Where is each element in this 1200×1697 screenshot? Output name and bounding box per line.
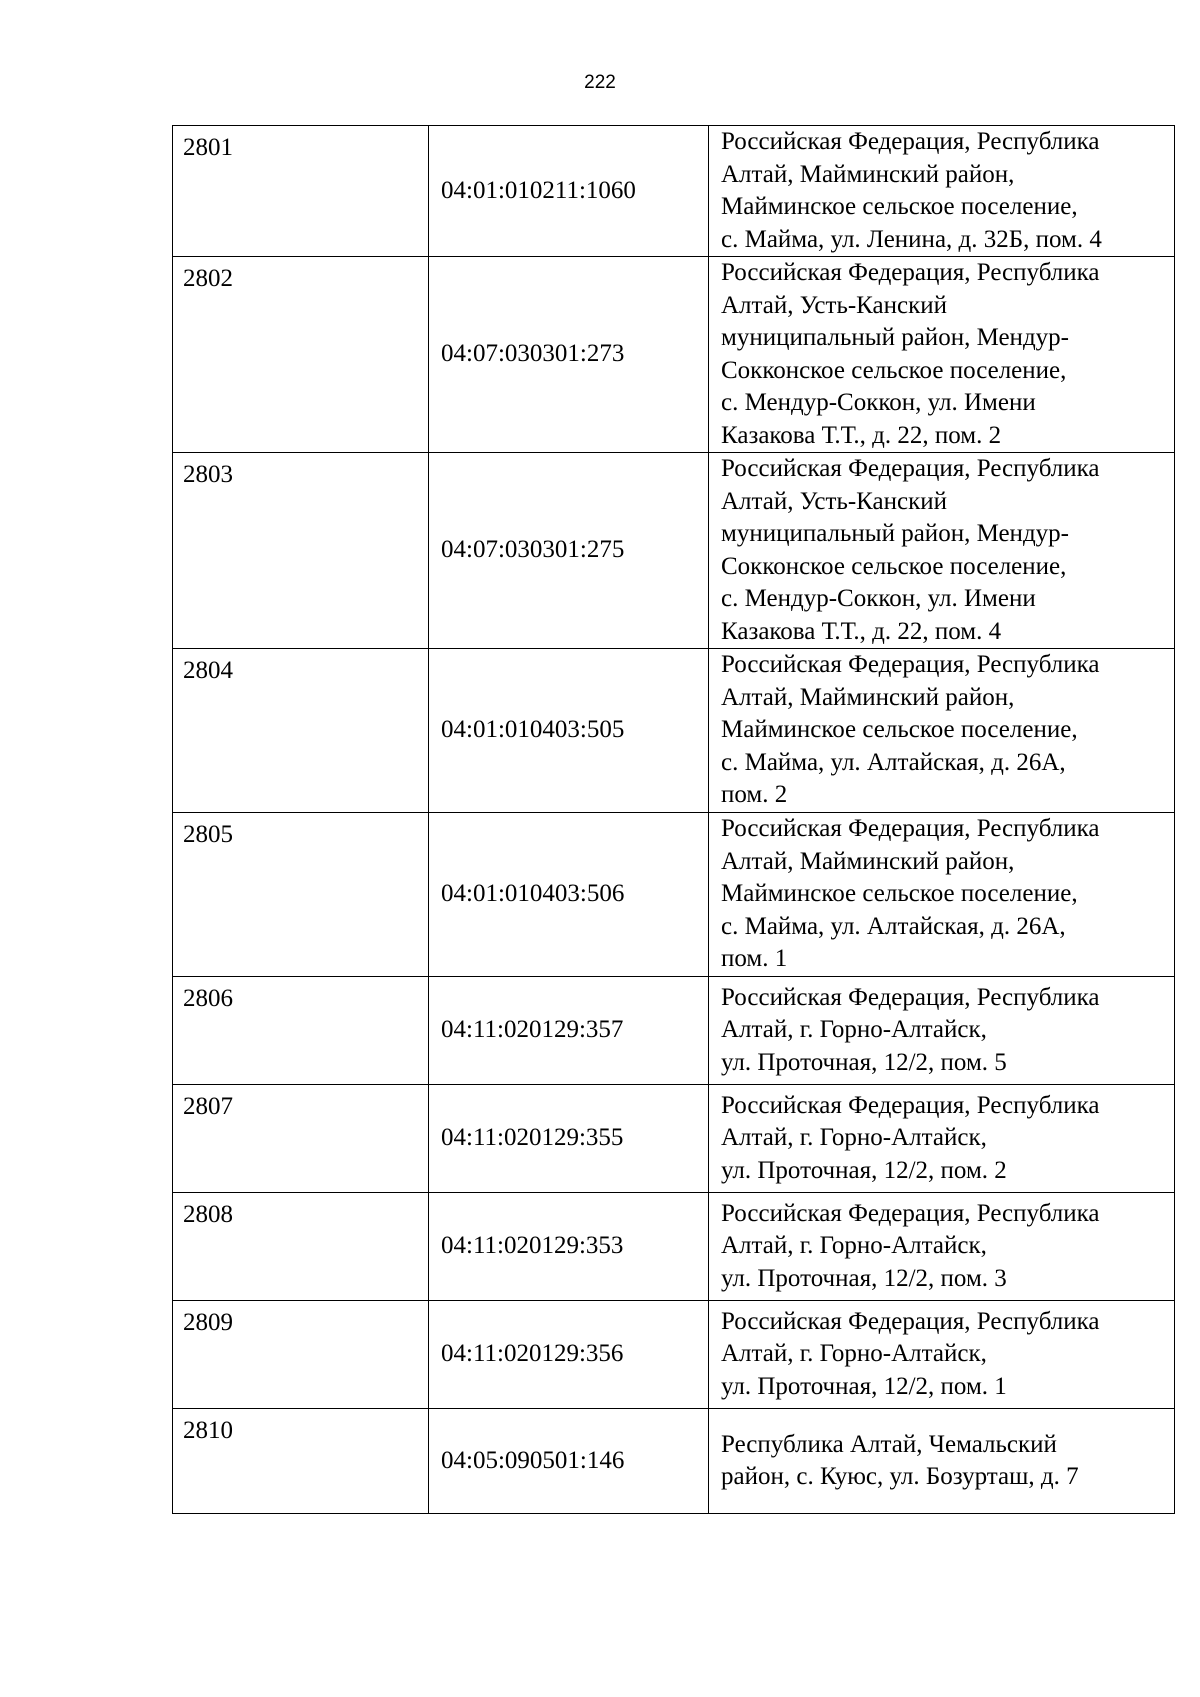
row-number-cell: 2810 [173,1409,429,1514]
address-line: Российская Федерация, Республика [721,259,1100,286]
address-line: Российская Федерация, Республика [721,651,1100,679]
address-cell [709,1409,1175,1514]
row-number-cell: 2803 [173,453,429,649]
address-cell [709,126,1175,257]
address-line: Алтай, Майминский район, [721,847,1015,875]
address-cell [709,1301,1175,1409]
address-line: Казакова Т.Т., д. 22, пом. 4 [721,617,1002,645]
row-number-cell: 2808 [173,1193,429,1301]
address-cell [709,257,1175,453]
address-line: Российская Федерация, Республика [721,1199,1100,1227]
cadastral-number-cell: 04:01:010211:1060 [429,126,709,257]
row-number-cell: 2809 [173,1301,429,1409]
address-cell [709,1085,1175,1193]
address-cell [709,649,1175,813]
address-line: с. Мендур-Соккон, ул. Имени [721,389,1036,416]
address-line: район, с. Куюс, ул. Бозурташ, д. 7 [721,1463,1079,1490]
address-line: Сокконское сельское поселение, [721,356,1067,384]
row-number-cell: 2802 [173,257,429,453]
address-line: с. Мендур-Соккон, ул. Имени [721,585,1036,612]
table-row [173,1193,1175,1301]
address-line: Алтай, г. Горно-Алтайск, [721,1340,987,1368]
table-row [173,649,1175,813]
address-line: Российская Федерация, Республика [721,815,1100,843]
address-line: ул. Проточная, 12/2, пом. 1 [721,1372,1007,1400]
table-row [173,1301,1175,1409]
address-line: Российская Федерация, Республика [721,1307,1100,1335]
table-row [173,1409,1175,1514]
cadastral-number-cell: 04:01:010403:506 [429,813,709,977]
cadastral-number-cell: 04:11:020129:355 [429,1085,709,1193]
table-row [173,257,1175,453]
cadastral-number-cell: 04:11:020129:353 [429,1193,709,1301]
cadastral-number-cell: 04:07:030301:273 [429,257,709,453]
registry-table [172,125,1175,1514]
address-line: Майминское сельское поселение, [721,193,1078,220]
address-line: с. Майма, ул. Алтайская, д. 26А, [721,748,1066,776]
table-row [173,1085,1175,1193]
cadastral-number-cell: 04:11:020129:357 [429,977,709,1085]
address-line: ул. Проточная, 12/2, пом. 3 [721,1264,1007,1292]
table-row [173,126,1175,257]
table-row [173,813,1175,977]
address-line: Российская Федерация, Республика [721,455,1100,482]
address-line: ул. Проточная, 12/2, пом. 2 [721,1156,1007,1184]
address-cell [709,977,1175,1085]
address-line: пом. 1 [721,945,788,973]
address-line: Сокконское сельское поселение, [721,552,1067,580]
row-number-cell: 2805 [173,813,429,977]
address-line: ул. Проточная, 12/2, пом. 5 [721,1048,1007,1076]
row-number-cell: 2807 [173,1085,429,1193]
address-line: Алтай, г. Горно-Алтайск, [721,1016,987,1044]
address-cell [709,1193,1175,1301]
cadastral-number-cell: 04:05:090501:146 [429,1409,709,1514]
cadastral-number-cell: 04:01:010403:505 [429,649,709,813]
cadastral-number-cell: 04:11:020129:356 [429,1301,709,1409]
address-line: Алтай, Усть-Канский [721,291,948,319]
address-line: Казакова Т.Т., д. 22, пом. 2 [721,421,1002,449]
address-line: Майминское сельское поселение, [721,880,1078,908]
address-line: Майминское сельское поселение, [721,716,1078,744]
address-line: Алтай, Усть-Канский [721,487,948,515]
address-line: Российская Федерация, Республика [721,983,1100,1011]
address-cell [709,813,1175,977]
table-row [173,453,1175,649]
registry-table-body [173,126,1175,1514]
row-number-cell: 2801 [173,126,429,257]
cadastral-number-cell: 04:07:030301:275 [429,453,709,649]
address-line: муниципальный район, Мендур- [721,324,1069,351]
table-row [173,977,1175,1085]
address-cell [709,453,1175,649]
address-line: с. Майма, ул. Алтайская, д. 26А, [721,912,1066,940]
row-number-cell: 2804 [173,649,429,813]
address-line: Республика Алтай, Чемальский [721,1430,1057,1458]
address-line: муниципальный район, Мендур- [721,520,1069,547]
page-number: 222 [584,72,616,93]
address-line: Алтай, Майминский район, [721,683,1015,711]
row-number-cell: 2806 [173,977,429,1085]
address-line: Российская Федерация, Республика [721,1091,1100,1119]
address-line: Российская Федерация, Республика [721,128,1100,155]
address-line: с. Майма, ул. Ленина, д. 32Б, пом. 4 [721,225,1102,253]
address-line: Алтай, г. Горно-Алтайск, [721,1124,987,1152]
address-line: Алтай, г. Горно-Алтайск, [721,1232,987,1260]
address-line: пом. 2 [721,781,788,809]
address-line: Алтай, Майминский район, [721,160,1015,188]
